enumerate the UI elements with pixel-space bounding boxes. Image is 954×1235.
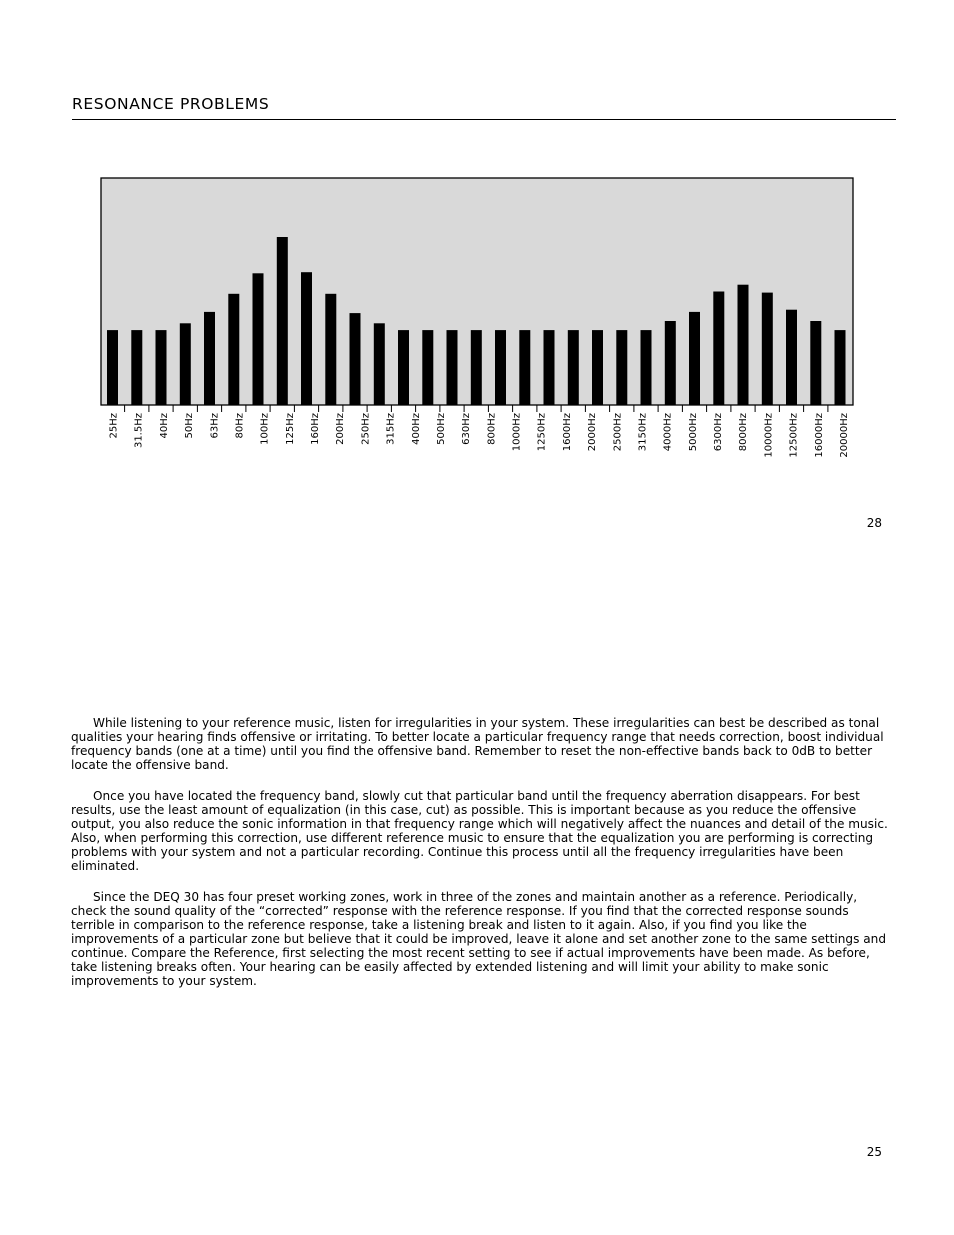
- bar: [107, 330, 118, 405]
- bar: [544, 330, 555, 405]
- x-tick-label: 250Hz: [360, 413, 372, 445]
- paragraph-3: Since the DEQ 30 has four preset working zones, work in three of the zones and maintain another as a reference. Periodically, check the sound quality of the “corrected” response with the reference response. If you find that the corrected response sounds terrible in comparison to the reference response, take a listening break and listen to it again. Also, if you find you like the improvements of a particular zone but believe that it could be improved, leave it alone and set another zone to the same settings and continue. Compare the Reference, first selecting the most recent setting to see if actual improvements have been made. As before, take listening breaks often. Your hearing can be easily affected by extended listening and will limit your ability to make sonic improvements to your system.: [71, 890, 887, 988]
- bar: [786, 310, 797, 405]
- bar: [592, 330, 603, 405]
- x-tick-label: 100Hz: [259, 413, 271, 445]
- bar: [350, 313, 361, 405]
- bar: [665, 321, 676, 405]
- x-tick-label: 1000Hz: [511, 413, 523, 452]
- figure-number: 28: [866, 516, 882, 530]
- body-text: [71, 716, 891, 1005]
- x-tick-label: 6300Hz: [713, 413, 725, 452]
- x-tick-label: 200Hz: [335, 413, 347, 445]
- x-tick-label: 800Hz: [486, 413, 498, 445]
- bar: [713, 292, 724, 406]
- x-tick-label: 80Hz: [234, 413, 246, 439]
- x-tick-label: 125Hz: [284, 413, 296, 445]
- bar: [228, 294, 239, 405]
- bar: [325, 294, 336, 405]
- bar: [374, 323, 385, 405]
- bar: [301, 272, 312, 405]
- x-tick-label: 2000Hz: [587, 413, 599, 452]
- bar: [180, 323, 191, 405]
- x-tick-label: 4000Hz: [662, 413, 674, 452]
- eq-response-chart: [0, 0, 954, 480]
- bar: [519, 330, 530, 405]
- bar: [641, 330, 652, 405]
- x-tick-label: 1250Hz: [536, 413, 548, 452]
- paragraph-1: While listening to your reference music, listen for irregularities in your system. These irregularities can best be described as tonal qualities your hearing finds offensive or irritating. To better locate a particular frequency range that needs correction, boost individual frequency bands (one at a time) until you find the offensive band. Remember to reset the non-effective bands back to 0dB to better locate the offensive band.: [71, 716, 884, 772]
- x-tick-label: 500Hz: [436, 413, 447, 445]
- x-tick-label: 50Hz: [184, 413, 196, 439]
- x-tick-label: 20000Hz: [839, 413, 850, 458]
- x-tick-label: 40Hz: [158, 413, 170, 439]
- bar: [422, 330, 433, 405]
- x-tick-label: 31.5Hz: [133, 413, 145, 449]
- x-tick-label: 2500Hz: [612, 413, 624, 452]
- x-tick-label: 400Hz: [410, 413, 422, 445]
- bar: [471, 330, 482, 405]
- x-tick-label: 630Hz: [461, 413, 473, 445]
- x-tick-label: 8000Hz: [738, 413, 750, 452]
- bar: [253, 273, 264, 405]
- x-tick-label: 1600Hz: [561, 413, 573, 452]
- bar: [810, 321, 821, 405]
- bar: [568, 330, 579, 405]
- page-number: 25: [866, 1145, 882, 1159]
- bar: [131, 330, 142, 405]
- x-tick-label: 315Hz: [385, 413, 397, 445]
- x-tick-label: 12500Hz: [788, 413, 800, 458]
- bar: [204, 312, 215, 405]
- x-tick-label: 3150Hz: [637, 413, 649, 452]
- section-heading: RESONANCE PROBLEMS: [72, 95, 270, 113]
- bar: [689, 312, 700, 405]
- bar: [156, 330, 167, 405]
- bar: [616, 330, 627, 405]
- x-tick-label: 25Hz: [108, 413, 120, 439]
- bar: [762, 293, 773, 405]
- bar: [738, 285, 749, 405]
- bar: [495, 330, 506, 405]
- bar: [447, 330, 458, 405]
- bar: [835, 330, 846, 405]
- x-tick-label: 160Hz: [310, 413, 321, 445]
- paragraph-2: Once you have located the frequency band, slowly cut that particular band until the frequency aberration disappears. For best results, use the least amount of equalization (in this case, cut) as possible. This is important because as you reduce the offensive output, you also reduce the sonic information in that frequency range which will negatively affect the nuances and detail of the music. Also, when performing this correction, use different reference music to ensure that the equalization you are performing is correcting problems with your system and not a particular recording. Continue this process until all the frequency irregularities have been eliminated.: [71, 789, 888, 873]
- x-tick-label: 10000Hz: [763, 413, 775, 458]
- bar: [277, 237, 288, 405]
- x-tick-label: 16000Hz: [813, 413, 825, 458]
- x-tick-label: 5000Hz: [687, 413, 699, 452]
- bar: [398, 330, 409, 405]
- x-tick-label: 63Hz: [209, 413, 221, 439]
